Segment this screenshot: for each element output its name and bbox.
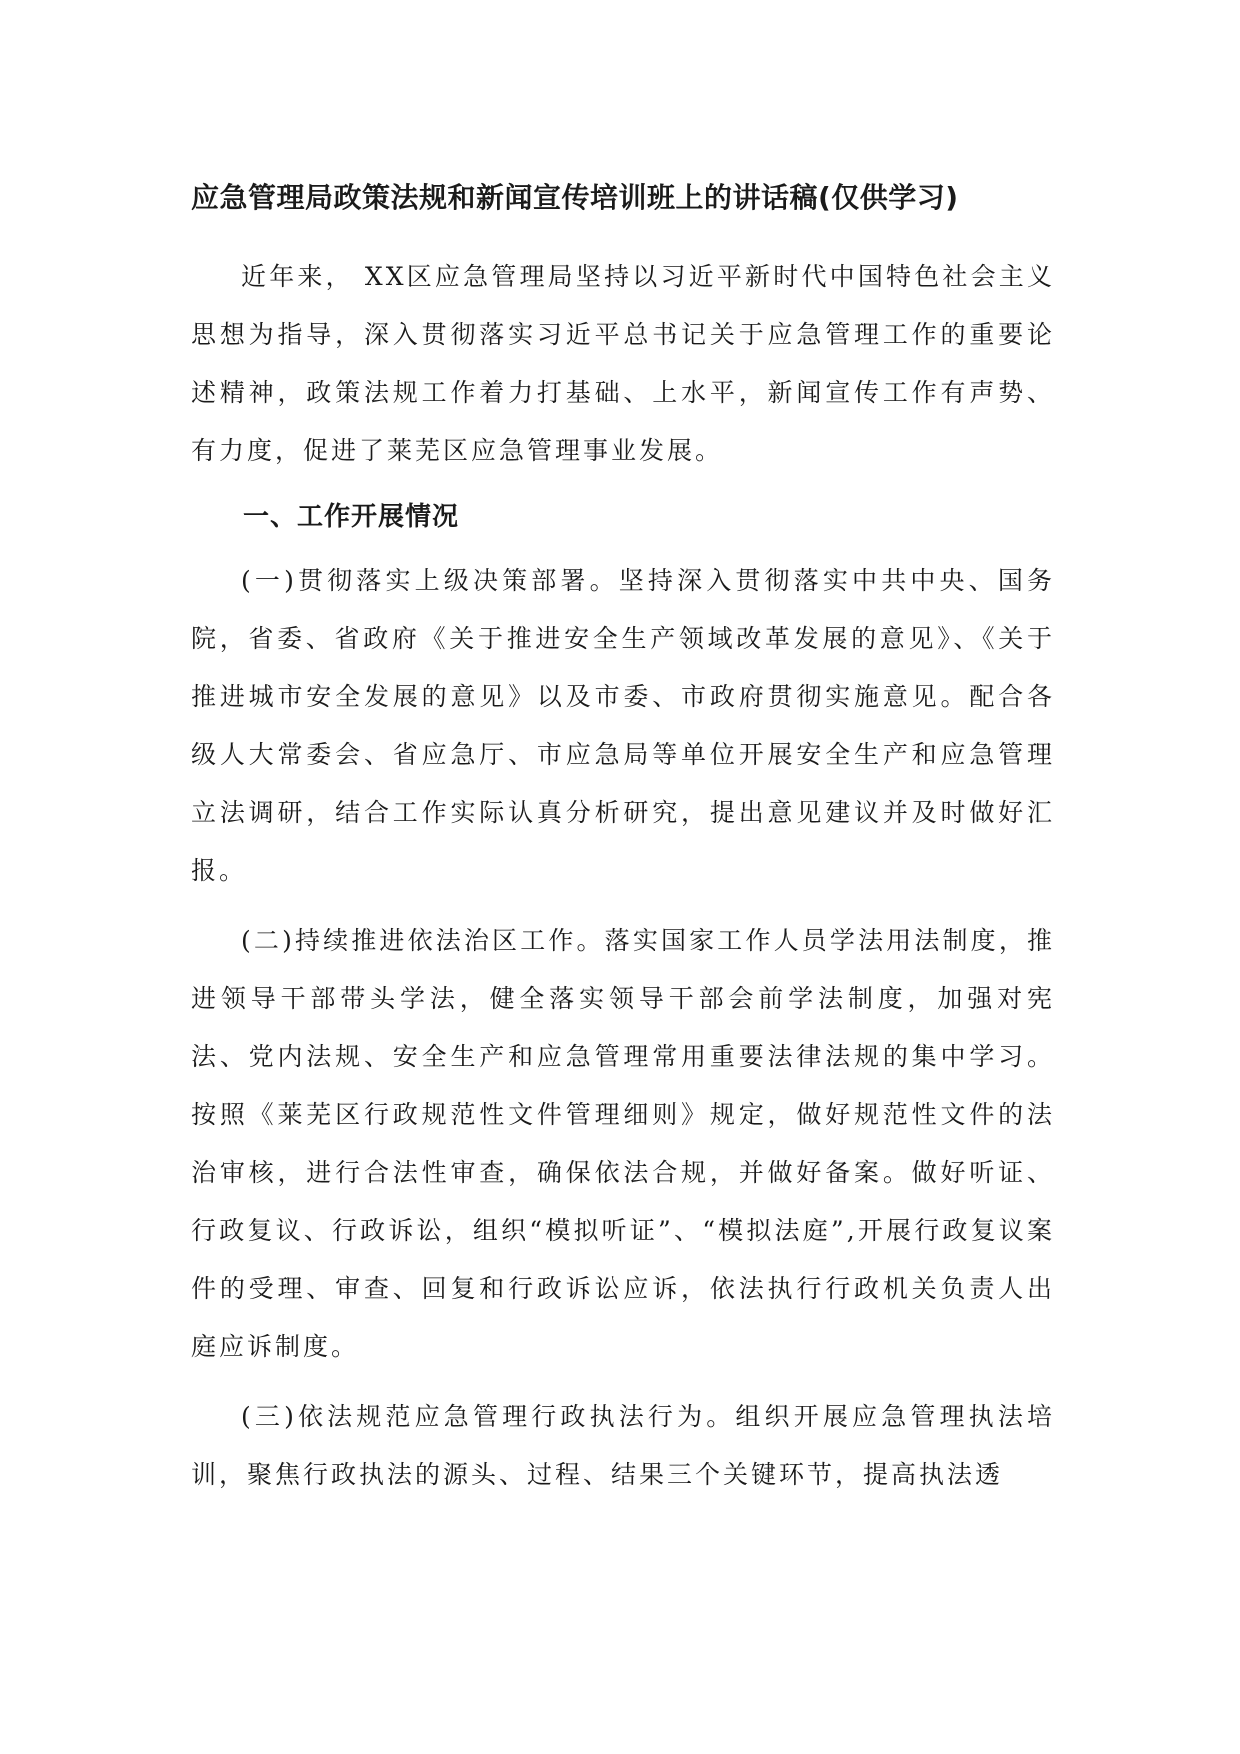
paragraph-item-1: (一)贯彻落实上级决策部署。坚持深入贯彻落实中共中央、国务院，省委、省政府《关于推进安全生产领域改革发展的意见》、《关于推进城市安全发展的意见》以及市委、市政府贯彻实施意见。配合各级人大常委会、省应急厅、市应急局等单位开展安全生产和应急管理立法调研，结合工作实际认真分析研究，提出意见建议并及时做好汇报。	[191, 566, 1055, 885]
paragraph-item-2: (二)持续推进依法治区工作。落实国家工作人员学法用法制度，推进领导干部带头学法，健全落实领导干部会前学法制度，加强对宪法、党内法规、安全生产和应急管理常用重要法律法规的集中学习。按照《莱芜区行政规范性文件管理细则》规定，做好规范性文件的法治审核，进行合法性审查，确保依法合规，并做好备案。做好听证、行政复议、行政诉讼，组织“模拟听证”、“模拟法庭”,开展行政复议案件的受理、审查、回复和行政诉讼应诉，依法执行行政机关负责人出庭应诉制度。	[191, 926, 1055, 1361]
section-heading-1: 一、工作开展情况	[243, 502, 460, 532]
paragraph-item-3: (三)依法规范应急管理行政执法行为。组织开展应急管理执法培训，聚焦行政执法的源头、过程、结果三个关键环节，提高执法透	[191, 1402, 1055, 1489]
intro-paragraph: 近年来， XX区应急管理局坚持以习近平新时代中国特色社会主义思想为指导，深入贯彻落实习近平总书记关于应急管理工作的重要论述精神，政策法规工作着力打基础、上水平，新闻宣传工作有声势、有力度，促进了莱芜区应急管理事业发展。	[191, 262, 1055, 465]
document-title: 应急管理局政策法规和新闻宣传培训班上的讲话稿(仅供学习)	[191, 181, 959, 214]
